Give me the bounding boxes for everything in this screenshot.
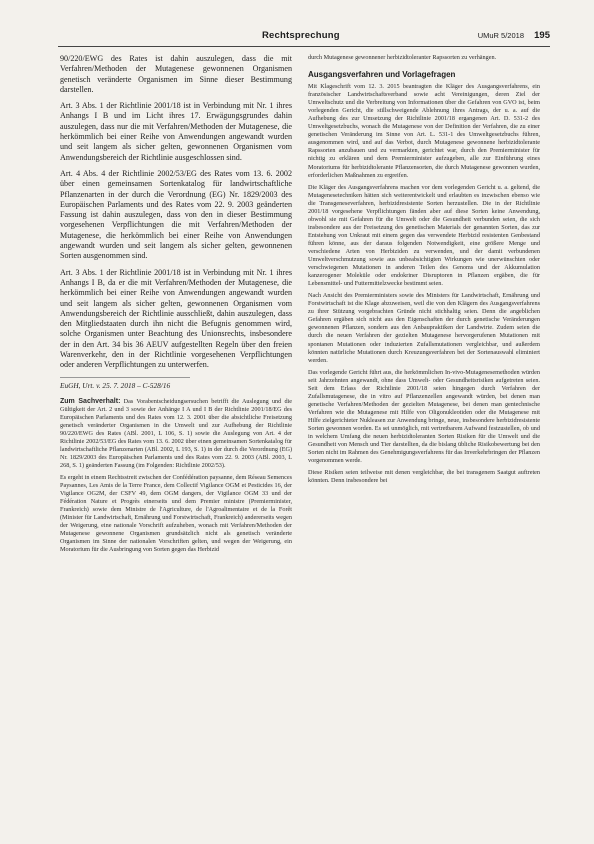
body-paragraph: Die Kläger des Ausgangsverfahrens machen vor dem vorlegenden Gericht u. a. geltend, die Mutagenesetechniken hätten sich weiterentwickelt und erlaubten es inzwischen ebenso wie die Transgeneseverfahren, herbizidresistente Sorten herzustellen. Die in der Richtlinie 2001/18 vorgesehene Verpflichtungen fänden aber auf diese Sorten keine Anwendung, obwohl sie mit Gefahren für die Umwelt oder die Gesundheit verbunden seien, die sich insbesondere aus der Freisetzung des genetischen Materials der genannten Sorten, das zur Entstehung von Unkraut mit einem gegen das verwendete Herbizid resistenten Genbestand führen könne, aus der daraus folgenden Notwendigkeit, eine größere Menge und verschiedene Arten von Herbiziden zu verwenden, und der damit verbundenen Umweltverschmutzung sowie aus unbeabsichtigten Wirkungen wie unerwünschten oder verschwiegenen Mutationen in anderen Teilen des Genoms und der Akkumulation kanzerogener Moleküle oder endokriner Disruptoren in Pflanzen ergäben, die für Lebensmittel- und Futtermittelzwecke bestimmt seien. [308,183,540,288]
page-header [58,30,550,47]
sachverhalt-paragraph [60,398,292,470]
continued-paragraph: durch Mutagenese gewonnener herbizidtoleranter Rapssorten zu verhängen. [308,54,497,61]
body-paragraph: Nach Ansicht des Premierministers sowie des Ministers für Landwirtschaft, Ernährung und Forstwirtschaft ist die Klage abzuweisen, weil die von den Klägern des Ausgangsverfahrens zu ihrer Stützung vorgebrachten Gründe nicht stichhaltig seien. Denn die angeblichen Gefahren ergäben sich nicht aus den Eigenschaften der durch genetische Veränderungen gewonnenen Pflanzen, sondern aus den Anbaupraktiken der Landwirte. Zudem seien die durch die neuen Verfahren der gezielten Mutagenese hervorgerufenen Mutationen mit spontanen Mutationen oder induzierten Zufallsmutationen vergleichbar, und außerdem könnten natürliche Mutationen durch Kreuzungsverfahren bei der Sortenauswahl eliminiert werden. [308,292,540,364]
holding-paragraph: Art. 3 Abs. 1 der Richtlinie 2001/18 ist in Verbindung mit Nr. 1 ihres Anhangs I B, da er die mit Verfahren/Methoden der Mutagenese, die herkömmlich bei einer Reihe von Anwendungen angewandt wurden und seit langem als sicher gelten, gewonnenen Organismen vom Anwendungsbereich der Richtlinie ausschließt, dahin auszulegen, dass den Mitgliedstaaten durch ihn nicht die Befugnis genommen wird, solche Organismen unter Beachtung des Unionsrechts, insbesondere der in den Art. 34 bis 36 AEUV aufgestellten Regeln über den freien Warenverkehr, den in der Richtlinie vorgesehenen Verpflichtungen oder anderen Verpflichtungen zu unterwerfen. [60,267,292,370]
section-title: Rechtsprechung [262,30,340,41]
right-column [308,54,540,489]
journal-issue: UMuR 5/2018 [477,31,524,40]
left-column [60,54,292,559]
holding-paragraph: Art. 4 Abs. 4 der Richtlinie 2002/53/EG des Rates vom 13. 6. 2002 über einen gemeinsamen Sortenkatalog für landwirtschaftliche Pflanzenarten in der durch die Verordnung (EG) Nr. 1829/2003 des Europäischen Parlaments und des Rates vom 22. 9. 2003 geänderten Fassung ist dahin auszulegen, dass von den in dieser Bestimmung vorgesehenen Verpflichtungen die mit Verfahren/Methoden der Mutagenese, die herkömmlich bei einer Reihe von Anwendungen angewandt wurden und seit langem als sicher gelten, gewonnenen Sorten ausgenommen sind. [60,168,292,261]
page-number: 195 [534,30,550,41]
holding-paragraph: Art. 3 Abs. 1 der Richtlinie 2001/18 ist in Verbindung mit Nr. 1 ihres Anhangs I B und im Licht ihres 17. Erwägungsgrundes dahin auszulegen, dass nur die mit Verfahren/Methoden der Mutagenese, die herkömmlich bei einer Reihe von Anwendungen angewandt wurden und seit langem als sicher gelten, gewonnenen Organismen vom Anwendungsbereich der Richtlinie ausgeschlossen sind. [60,101,292,162]
case-citation: EuGH, Urt. v. 25. 7. 2018 – C-528/16 [60,377,190,390]
body-paragraph: Es ergeht in einem Rechtsstreit zwischen der Confédération paysanne, dem Réseau Semences Paysannes, Les Amis de la Terre France, dem Collectif Vigilance OGM et Pesticides 16, der Vigilance OG2M, der CSFV 49, dem OGM dangers, der Vigilance OGM 33 und der Fédération Nature et Progrès einerseits und dem Premier ministre (Premierminister, Frankreich) sowie dem Ministre de l'Agriculture, de l'Agroalimentaire et de la Forêt (Minister für Landwirtschaft, Ernährung und Forstwirtschaft, Frankreich) andererseits wegen der Weigerung, eine nationale Vorschrift aufzuheben, wonach mit Verfahren/Methoden der Mutagenese gewonnene Organismen grundsätzlich nicht als genetisch veränderte Organismen im Sinne der nationalen Vorschriften gelten, und wegen der Weigerung, ein Moratorium für die Ausbringung von Sorten gegen das Herbizid [60,474,292,554]
holding-paragraph: 90/220/EWG des Rates ist dahin auszulegen, dass die mit Verfahren/Methoden der Mutagenese gewonnenen Organismen genetisch veränderte Organismen im Sinne dieser Bestimmung darstellen. [60,54,292,94]
body-paragraph: Mit Klageschrift vom 12. 3. 2015 beantragten die Kläger des Ausgangsverfahrens, ein französischer Landwirtschaftsverband sowie acht Vereinigungen, deren Ziel der Umweltschutz und die Verbreitung von Informationen über die Gefahren von GVO ist, beim vorlegenden Gericht, die stillschweigende Ablehnung ihres Antrags, der u. a. auf die Aufhebung des zur Umsetzung der Richtlinie 2001/18 ergangenen Art. D. 531-2 des Umweltgesetzbuchs, wonach die Mutagenese von der Definition der Verfahren, die zu einer genetischen Veränderung im Sinne von Art. L. 531-1 des Umweltgesetzbuchs führen, ausgenommen wird, und auf das Verbot, durch Mutagenese gewonnene herbizidtolerante Rapssorten anzubauen und zu vermarkten, gerichtet war, durch den Premierminister für nichtig zu erklären und dem Premierminister aufzugeben, alle zur Einführung eines Moratoriums für herbizidtolerante Pflanzensorten, die durch Mutagenese gewonnen wurden, erforderlichen Maßnahmen zu ergreifen. [308,83,540,179]
body-paragraph: Das vorlegende Gericht führt aus, die herkömmlichen In-vivo-Mutagenesemethoden würden seit Jahrzehnten angewandt, ohne dass Umwelt- oder Gesundheitsrisiken aufgetreten seien. Seit dem Erlass der Richtlinie 2001/18 seien hingegen durch Verfahren der Zufallsmutagenese, die in vitro auf Pflanzenzellen angewandt würden, bei denen man genetische Verfahren/Methoden der gezielten Mutagenese, bei denen man gentechnische Verfahren wie die Mutagenese mit Hilfe von Oligonukleotiden oder die Mutagenese mit Hilfe zielgerichteter Nukleasen zur Anwendung bringe, neue, insbesondere herbizidresistente Sorten gewonnen worden. Es sei unmöglich, mit vertretbarem Aufwand festzustellen, ob und in welchem Umfang die neuen herbizidtoleranten Sorten Risiken für die Umwelt und die Gesundheit von Mensch und Tier darstellten, da die bislang übliche Risikobewertung bei den Sorten nicht im Rahmen des Genehmigungsverfahrens für das Inverkehrbringen der Pflanzen vorgenommen werde. [308,368,540,465]
sachverhalt-heading: Zum Sachverhalt: [60,397,121,405]
sachverhalt-text: Das Vorabentscheidungsersuchen betrifft die Auslegung und die Gültigkeit der Art. 2 und 3 sowie der Anhänge I A und I B der Richtlinie 2001/18/EG des Europäischen Parlaments und des Rates vom 12. 3. 2001 über die absichtliche Freisetzung genetisch veränderter Organismen in die Umwelt und zur Aufhebung der Richtlinie 90/220/EWG des Rates (ABl. 2001, L 106, S. 1) sowie die Auslegung von Art. 4 der Richtlinie 2002/53/EG des Rates vom 13. 6. 2002 über einen gemeinsamen Sortenkatalog für landwirtschaftliche Pflanzenarten (ABl. 2002, L 193, S. 1) in der durch die Verordnung (EG) Nr. 1829/2003 des Europäischen Parlaments und des Rates vom 22. 9. 2003 (ABl. 2003, L 268, S. 1) geänderten Fassung (im Folgenden: Richtlinie 2002/53). [60,397,293,469]
body-paragraph: Diese Risiken seien teilweise mit denen vergleichbar, die bei transgenem Saatgut auftreten könnten. Denn insbesondere bei [308,469,540,485]
section-subheading: Ausgangsverfahren und Vorlagefragen [308,70,456,80]
